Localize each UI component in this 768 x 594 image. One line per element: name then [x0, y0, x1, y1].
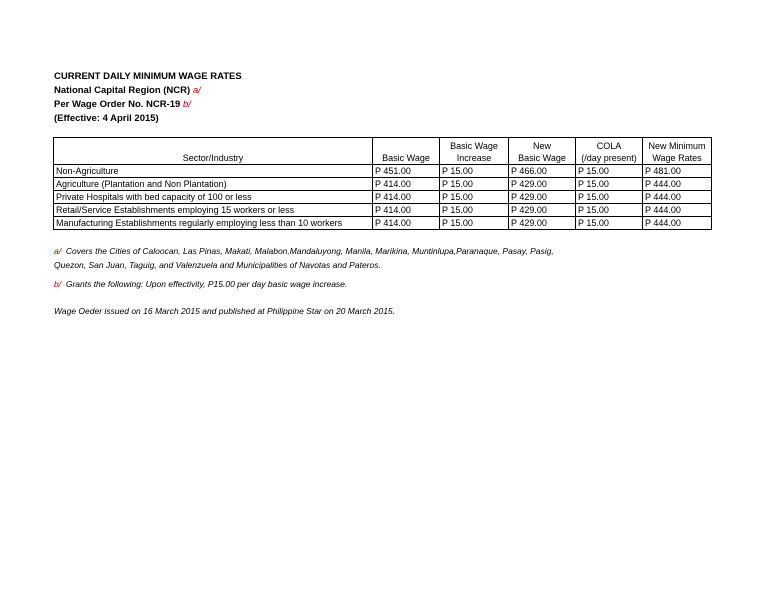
new-minimum-cell: P 481.00: [643, 165, 712, 178]
cola-cell: P 15.00: [576, 165, 643, 178]
region-text: National Capital Region (NCR): [54, 85, 191, 96]
cola-cell: P 15.00: [576, 178, 643, 191]
cola-cell: P 15.00: [576, 217, 643, 230]
document-header: [54, 70, 242, 126]
new-basic-wage-cell: P 429.00: [509, 178, 576, 191]
table-row: [54, 204, 712, 217]
page-title: CURRENT DAILY MINIMUM WAGE RATES: [54, 71, 242, 82]
sector-cell: Non-Agriculture: [54, 165, 373, 178]
wage-order-line: [54, 98, 242, 112]
basic-wage-cell: P 414.00: [373, 191, 440, 204]
col-header-wage-increase: Basic Wage Increase: [440, 138, 509, 165]
table-row: [54, 165, 712, 178]
cola-cell: P 15.00: [576, 191, 643, 204]
region-line: [54, 84, 242, 98]
sector-cell: Agriculture (Plantation and Non Plantation): [54, 178, 373, 191]
sector-cell: Manufacturing Establishments regularly employing less than 10 workers: [54, 217, 373, 230]
wage-order-text: Per Wage Order No. NCR-19: [54, 99, 181, 110]
table-row: [54, 178, 712, 191]
col-header-sector: Sector/Industry: [54, 138, 373, 165]
footnote-b-mark: b/: [54, 279, 62, 289]
new-basic-wage-cell: P 429.00: [509, 217, 576, 230]
wage-increase-cell: P 15.00: [440, 217, 509, 230]
col-header-new-basic-wage: New Basic Wage: [509, 138, 576, 165]
new-basic-wage-cell: P 429.00: [509, 204, 576, 217]
new-basic-wage-cell: P 429.00: [509, 191, 576, 204]
new-minimum-cell: P 444.00: [643, 191, 712, 204]
footnote-a-line2: Quezon, San Juan, Taguig, and Valenzuela and Municipalities of Navotas and Pateros.: [54, 260, 381, 270]
col-header-cola: COLA (/day present): [576, 138, 643, 165]
footnote-b: [54, 277, 347, 291]
wage-table: [53, 137, 712, 230]
cola-cell: P 15.00: [576, 204, 643, 217]
wage-increase-cell: P 15.00: [440, 165, 509, 178]
new-basic-wage-cell: P 466.00: [509, 165, 576, 178]
publication-note: Wage Oeder issued on 16 March 2015 and published at Philippine Star on 20 March 2015.: [54, 306, 396, 316]
footnote-b-text: Grants the following: Upon effectivity, P15.00 per day basic wage increase.: [65, 279, 348, 289]
footnote-a: [54, 244, 554, 272]
basic-wage-cell: P 451.00: [373, 165, 440, 178]
order-footnote-ref: b/: [182, 99, 191, 110]
sector-cell: Private Hospitals with bed capacity of 100 or less: [54, 191, 373, 204]
table-row: [54, 217, 712, 230]
table-header-row: [54, 138, 712, 165]
new-minimum-cell: P 444.00: [643, 217, 712, 230]
footnote-a-mark: a/: [54, 246, 62, 256]
footnote-a-line1: Covers the Cities of Caloocan, Las Pinas, Makati, Malabon,Mandaluyong, Manila, Marikina, Muntinlupa,Paranaque, Pasay, Pasig,: [65, 246, 554, 256]
basic-wage-cell: P 414.00: [373, 178, 440, 191]
col-header-new-minimum: New Minimum Wage Rates: [643, 138, 712, 165]
new-minimum-cell: P 444.00: [643, 178, 712, 191]
wage-increase-cell: P 15.00: [440, 191, 509, 204]
table-row: [54, 191, 712, 204]
basic-wage-cell: P 414.00: [373, 204, 440, 217]
effective-date: (Effective: 4 April 2015): [54, 113, 159, 124]
sector-cell: Retail/Service Establishments employing 15 workers or less: [54, 204, 373, 217]
wage-increase-cell: P 15.00: [440, 178, 509, 191]
col-header-basic-wage: Basic Wage: [373, 138, 440, 165]
basic-wage-cell: P 414.00: [373, 217, 440, 230]
wage-increase-cell: P 15.00: [440, 204, 509, 217]
region-footnote-ref: a/: [192, 85, 201, 96]
new-minimum-cell: P 444.00: [643, 204, 712, 217]
